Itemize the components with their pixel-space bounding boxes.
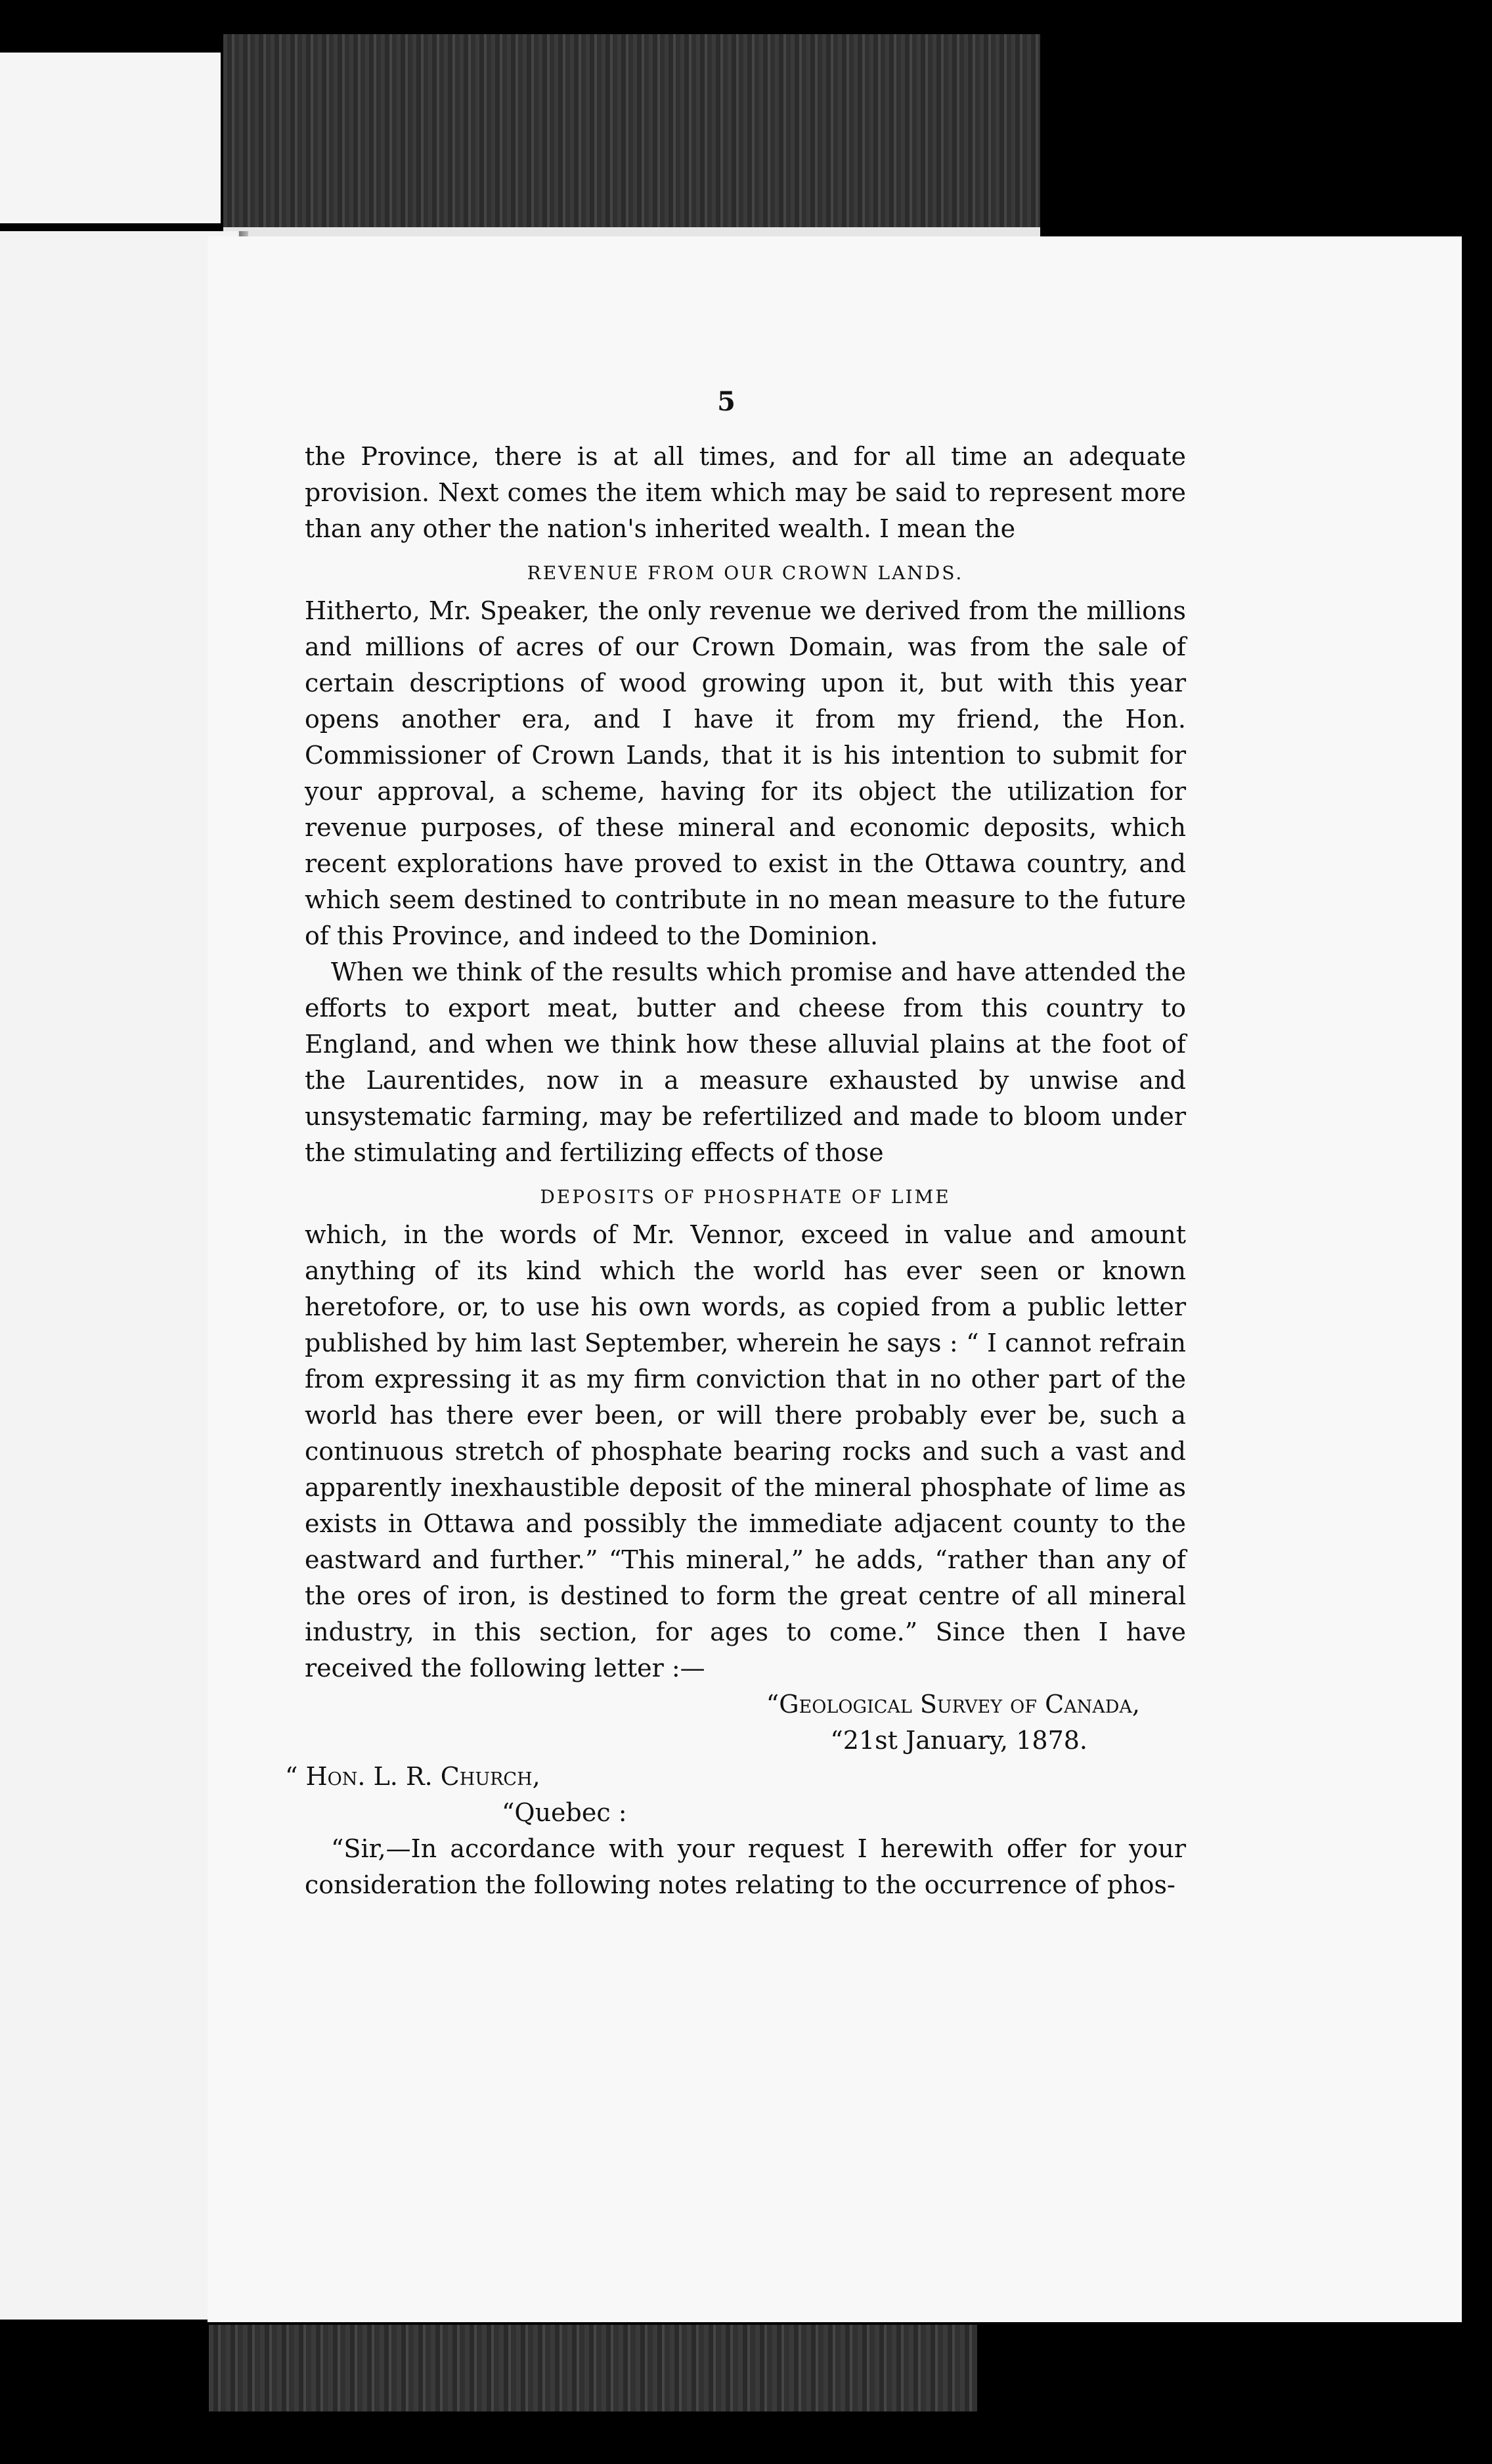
letter-date: “21st January, 1878. bbox=[830, 1726, 1087, 1755]
paragraph-intro: the Province, there is at all times, and for all time an adequate provision. Next comes the item which may be said to represent more than any other the nation's inherited wealth. I mean the bbox=[305, 442, 1186, 543]
bottom-dark-strip bbox=[209, 2325, 977, 2411]
paragraph-phosphate: which, in the words of Mr. Vennor, exceed in value and amount anything of its kind which the world has ever seen or known heretofore, or, to use his own words, as copied from a public letter published by him last September, wherein he says : “ I cannot refrain from expressing it as my firm conviction that in no other part of the world has there ever been, or will there probably ever be, such a continuous stretch of phosphate bearing rocks and such a vast and apparently inexhaustible deposit of the mineral phosphate of lime as exists in Ottawa and possibly the immediate adjacent county to the eastward and further.” “This mineral,” he adds, “rather than any of the ores of iron, is destined to form the great centre of all mineral industry, in this section, for ages to come.” Since then I have received the following letter :— bbox=[305, 1220, 1186, 1683]
page-body bbox=[285, 439, 1186, 1903]
letter-city: “Quebec : bbox=[502, 1798, 627, 1827]
left-page-top-fragment bbox=[0, 53, 221, 223]
top-dark-strip bbox=[223, 34, 1040, 227]
letter-organization: “Geological Survey of Canada, bbox=[766, 1690, 1140, 1719]
page-number: 5 bbox=[717, 386, 735, 417]
left-facing-page bbox=[0, 231, 238, 2320]
heading-phosphate: DEPOSITS OF PHOSPHATE OF LIME bbox=[540, 1186, 951, 1208]
main-page bbox=[208, 236, 1462, 2322]
heading-revenue: REVENUE FROM OUR CROWN LANDS. bbox=[527, 562, 964, 584]
paragraph-revenue: Hitherto, Mr. Speaker, the only revenue we derived from the millions and millions of acres of our Crown Domain, was from the sale of certain descriptions of wood growing upon it, but with this year opens another era, and I have it from my friend, the Hon. Commissioner of Crown Lands, that it is his intention to submit for your approval, a scheme, having for its object the utilization for revenue purposes, of these mineral and economic deposits, which recent explorations have proved to exist in the Ottawa country, and which seem destined to contribute in no mean measure to the future of this Province, and indeed to the Dominion. bbox=[305, 596, 1186, 950]
letter-opening: “Sir,—In accordance with your request I herewith offer for your consideration the following notes relating to the occurrence of phos- bbox=[305, 1834, 1186, 1899]
letter-addressee: “ Hon. L. R. Church, bbox=[285, 1762, 540, 1791]
paragraph-results: When we think of the results which promise and have attended the efforts to export meat, butter and cheese from this country to England, and when we think how these alluvial plains at the foot of the Laurentides, now in a measure exhausted by unwise and unsystematic farming, may be refertilized and made to bloom under the stimulating and fertilizing effects of those bbox=[305, 957, 1186, 1167]
